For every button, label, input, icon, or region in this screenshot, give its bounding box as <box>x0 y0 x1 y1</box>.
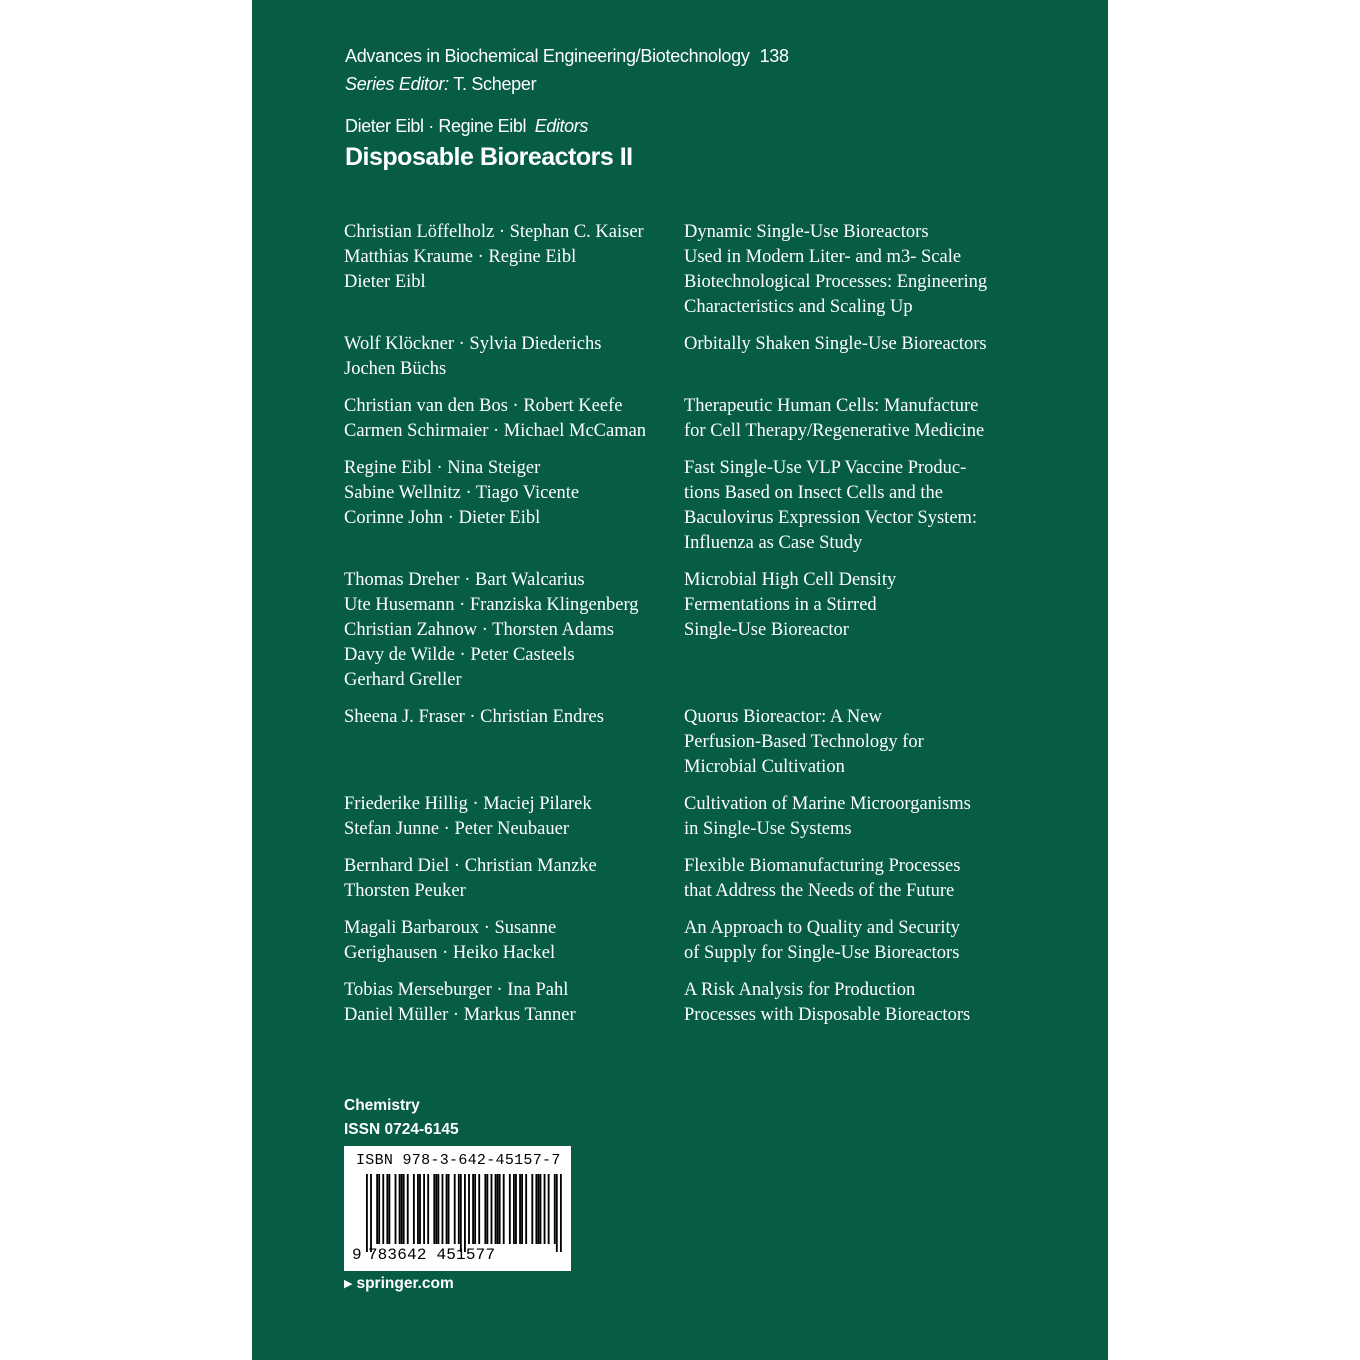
subject-block <box>344 1094 459 1142</box>
toc-author-line: Friederike Hillig · Maciej Pilarek <box>344 794 592 814</box>
barcode-bar <box>399 1174 401 1244</box>
table-of-contents <box>344 220 1044 1040</box>
barcode-bar <box>554 1174 556 1244</box>
toc-author-line: Christian Zahnow · Thorsten Adams <box>344 620 614 640</box>
barcode-bar <box>519 1174 521 1244</box>
toc-author-line: Daniel Müller · Markus Tanner <box>344 1005 576 1025</box>
toc-chapter-title <box>684 568 1024 693</box>
toc-author-line: Corinne John · Dieter Eibl <box>344 508 541 528</box>
toc-chapter-title <box>684 792 1024 842</box>
triangle-right-icon: ▶ <box>344 1278 353 1290</box>
toc-author-line: Wolf Klöckner · Sylvia Diederichs <box>344 334 602 354</box>
barcode-bar <box>395 1174 397 1244</box>
toc-chapter-title <box>684 456 1024 556</box>
book-editors-line <box>345 116 588 137</box>
toc-title-line: Influenza as Case Study <box>684 533 863 553</box>
toc-title-line: Quorus Bioreactor: A New <box>684 707 882 727</box>
barcode-bar <box>446 1174 448 1244</box>
toc-chapter-title <box>684 394 1024 444</box>
toc-chapter-title <box>684 978 1024 1028</box>
toc-author-line: Sheena J. Fraser · Christian Endres <box>344 707 604 727</box>
toc-entry <box>344 220 1044 320</box>
barcode-bar <box>376 1174 378 1244</box>
barcode-bar <box>491 1174 493 1244</box>
subject-label: Chemistry <box>344 1097 420 1114</box>
toc-title-line: Fast Single-Use VLP Vaccine Produc- <box>684 458 967 478</box>
barcode-bar <box>499 1174 501 1244</box>
toc-author-line: Christian van den Bos · Robert Keefe <box>344 396 623 416</box>
toc-authors <box>344 978 684 1028</box>
barcode-bar <box>464 1174 466 1252</box>
toc-authors <box>344 220 684 320</box>
barcode-bar <box>454 1174 456 1244</box>
series-volume: 138 <box>759 46 789 66</box>
barcode-bar <box>468 1174 470 1244</box>
toc-title-line: Microbial High Cell Density <box>684 570 897 590</box>
toc-title-line: Flexible Biomanufacturing Processes <box>684 856 961 876</box>
barcode-bar <box>513 1174 515 1244</box>
barcode-bar <box>448 1174 450 1244</box>
toc-title-line: for Cell Therapy/Regenerative Medicine <box>684 421 985 441</box>
publisher-link[interactable] <box>344 1275 454 1293</box>
barcode-bar <box>386 1174 388 1244</box>
toc-chapter-title <box>684 332 1024 382</box>
barcode-bar <box>478 1174 480 1244</box>
barcode-bar <box>388 1174 390 1244</box>
toc-title-line: Microbial Cultivation <box>684 757 845 777</box>
barcode-bar <box>540 1174 542 1244</box>
barcode-bar <box>403 1174 405 1244</box>
toc-title-line: Dynamic Single-Use Bioreactors <box>684 222 929 242</box>
barcode-left-digits: 783642 <box>367 1246 427 1264</box>
barcode-bar <box>427 1174 429 1244</box>
toc-author-line: Matthias Kraume · Regine Eibl <box>344 247 577 267</box>
barcode-bar <box>435 1174 437 1244</box>
barcode-digits <box>352 1246 495 1264</box>
toc-title-line: Perfusion-Based Technology for <box>684 732 924 752</box>
barcode-bar <box>382 1174 384 1244</box>
barcode-bar <box>515 1174 517 1244</box>
barcode-bar <box>503 1174 505 1244</box>
toc-authors <box>344 456 684 556</box>
barcode-bar <box>531 1174 533 1244</box>
isbn-text: ISBN 978-3-642-45157-7 <box>356 1152 561 1169</box>
barcode-bar <box>413 1174 415 1244</box>
toc-author-line: Christian Löffelholz · Stephan C. Kaiser <box>344 222 644 242</box>
toc-chapter-title <box>684 854 1024 904</box>
toc-entry <box>344 854 1044 904</box>
toc-title-line: Single-Use Bioreactor <box>684 620 849 640</box>
toc-author-line: Sabine Wellnitz · Tiago Vicente <box>344 483 580 503</box>
toc-entry <box>344 792 1044 842</box>
barcode-bar <box>484 1174 486 1244</box>
series-name: Advances in Biochemical Engineering/Biotechnology <box>345 46 750 66</box>
publisher-url[interactable]: springer.com <box>356 1275 454 1292</box>
barcode-bar <box>538 1174 540 1244</box>
toc-chapter-title <box>684 916 1024 966</box>
toc-title-line: Orbitally Shaken Single-Use Bioreactors <box>684 334 987 354</box>
toc-title-line: Therapeutic Human Cells: Manufacture <box>684 396 979 416</box>
barcode-bar <box>474 1174 476 1244</box>
toc-chapter-title <box>684 705 1024 780</box>
toc-entry <box>344 978 1044 1028</box>
toc-author-line: Gerhard Greller <box>344 670 462 690</box>
toc-author-line: Thomas Dreher · Bart Walcarius <box>344 570 585 590</box>
toc-author-line: Tobias Merseburger · Ina Pahl <box>344 980 569 1000</box>
toc-title-line: A Risk Analysis for Production <box>684 980 916 1000</box>
toc-author-line: Bernhard Diel · Christian Manzke <box>344 856 597 876</box>
barcode-bar <box>458 1174 460 1244</box>
barcode-bar <box>472 1174 474 1244</box>
toc-author-line: Regine Eibl · Nina Steiger <box>344 458 541 478</box>
toc-title-line: Used in Modern Liter- and m3- Scale <box>684 247 962 267</box>
toc-entry <box>344 394 1044 444</box>
series-editor-label: Series Editor: <box>345 74 449 94</box>
toc-author-line: Dieter Eibl <box>344 272 426 292</box>
toc-entry <box>344 568 1044 693</box>
book-editors-label: Editors <box>534 116 588 136</box>
series-editor-line <box>345 74 536 95</box>
toc-title-line: that Address the Needs of the Future <box>684 881 955 901</box>
toc-title-line: in Single-Use Systems <box>684 819 852 839</box>
toc-entry <box>344 456 1044 556</box>
toc-title-line: Fermentations in a Stirred <box>684 595 877 615</box>
toc-title-line: tions Based on Insect Cells and the <box>684 483 943 503</box>
barcode-bar <box>433 1174 435 1244</box>
barcode-bar <box>556 1174 558 1252</box>
series-line <box>345 46 789 67</box>
toc-authors <box>344 854 684 904</box>
toc-authors <box>344 394 684 444</box>
barcode-bar <box>509 1174 511 1244</box>
toc-title-line: Baculovirus Expression Vector System: <box>684 508 978 528</box>
toc-title-line: Processes with Disposable Bioreactors <box>684 1005 971 1025</box>
toc-author-line: Stefan Junne · Peter Neubauer <box>344 819 569 839</box>
barcode-bar <box>535 1174 537 1244</box>
barcode-bar <box>423 1174 425 1244</box>
barcode-bar <box>378 1174 380 1244</box>
book-title: Disposable Bioreactors II <box>345 143 633 171</box>
barcode-bar <box>401 1174 403 1244</box>
toc-author-line: Jochen Büchs <box>344 359 447 379</box>
barcode-bar <box>437 1174 439 1244</box>
barcode-lead-digit: 9 <box>352 1246 362 1264</box>
barcode-bar <box>495 1174 497 1244</box>
barcode-bar <box>442 1174 444 1244</box>
toc-title-line: Cultivation of Marine Microorganisms <box>684 794 971 814</box>
series-editor-name: T. Scheper <box>453 74 537 94</box>
book-back-cover <box>252 0 1108 1360</box>
barcode-bar <box>560 1174 562 1252</box>
barcode-bar <box>544 1174 546 1244</box>
barcode-right-digits: 451577 <box>436 1246 496 1264</box>
toc-title-line: An Approach to Quality and Security <box>684 918 960 938</box>
toc-author-line: Ute Husemann · Franziska Klingenberg <box>344 595 639 615</box>
toc-author-line: Carmen Schirmaier · Michael McCaman <box>344 421 647 441</box>
barcode-bar <box>366 1174 368 1252</box>
toc-authors <box>344 705 684 780</box>
barcode-bar <box>497 1174 499 1244</box>
book-editors: Dieter Eibl · Regine Eibl <box>345 116 527 136</box>
barcode-bar <box>486 1174 488 1244</box>
barcode-bar <box>419 1174 421 1244</box>
toc-author-line: Gerighausen · Heiko Hackel <box>344 943 556 963</box>
barcode-bar <box>407 1174 409 1244</box>
toc-authors <box>344 332 684 382</box>
barcode-bar <box>370 1174 372 1252</box>
toc-entry <box>344 332 1044 382</box>
toc-authors <box>344 568 684 693</box>
toc-title-line: of Supply for Single-Use Bioreactors <box>684 943 960 963</box>
issn-label: ISSN 0724-6145 <box>344 1121 459 1138</box>
barcode-bar <box>525 1174 527 1244</box>
toc-title-line: Biotechnological Processes: Engineering <box>684 272 988 292</box>
toc-chapter-title <box>684 220 1024 320</box>
barcode-bar <box>417 1174 419 1244</box>
barcode-bar <box>548 1174 550 1244</box>
barcode-bars <box>366 1174 562 1252</box>
toc-author-line: Magali Barbaroux · Susanne <box>344 918 557 938</box>
toc-author-line: Davy de Wilde · Peter Casteels <box>344 645 575 665</box>
toc-author-line: Thorsten Peuker <box>344 881 466 901</box>
barcode-bar <box>521 1174 523 1244</box>
toc-authors <box>344 792 684 842</box>
toc-authors <box>344 916 684 966</box>
barcode-bar <box>460 1174 462 1252</box>
toc-entry <box>344 705 1044 780</box>
toc-title-line: Characteristics and Scaling Up <box>684 297 913 317</box>
isbn-barcode <box>344 1146 571 1271</box>
toc-entry <box>344 916 1044 966</box>
